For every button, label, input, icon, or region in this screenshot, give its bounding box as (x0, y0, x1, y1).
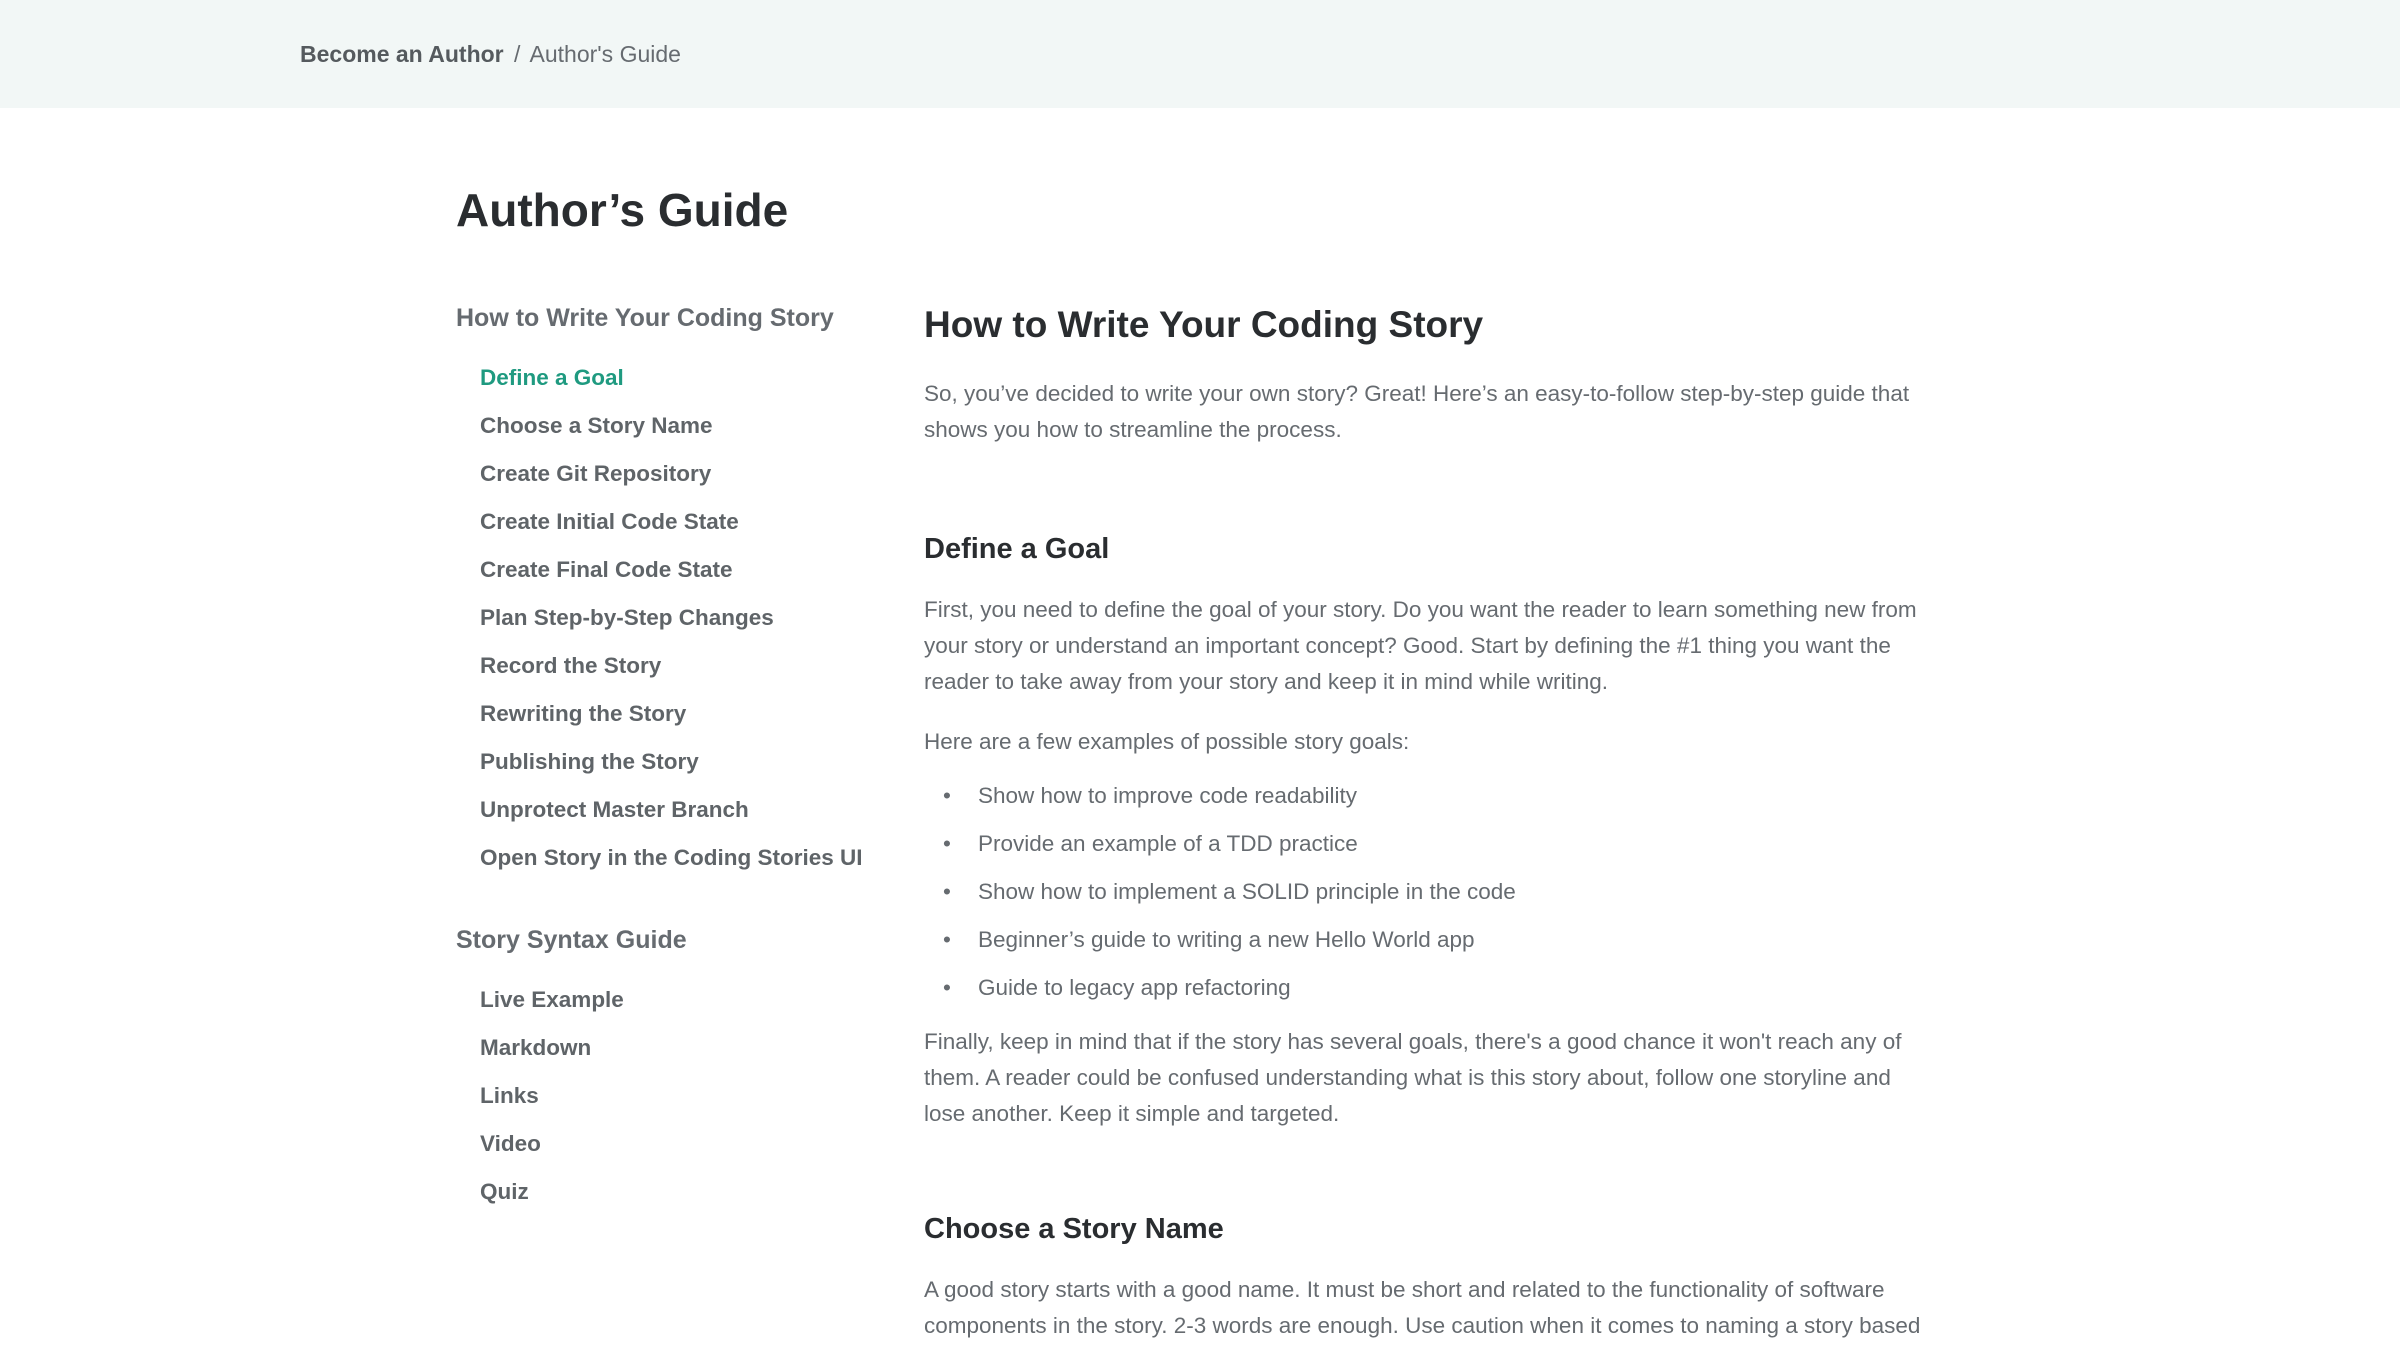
list-item-text: Show how to improve code readability (978, 783, 1357, 808)
sidebar-item-publishing-the-story[interactable]: Publishing the Story (480, 749, 699, 774)
define-goal-paragraph-3: Finally, keep in mind that if the story has several goals, there's a good chance it won't reach any of them. A reader could be confused understanding what is this story about, follow one storyline and lose another. Keep it simple and targeted. (924, 1029, 1902, 1126)
choose-name-paragraph-1: A good story starts with a good name. It must be short and related to the functionality of software components in the story. 2-3 words are enough. Use caution when it comes to naming a story based (924, 1277, 1921, 1338)
sidebar-section-title-story-syntax-guide[interactable]: Story Syntax Guide (456, 926, 687, 954)
bullet-dot: • (943, 975, 951, 1000)
breadcrumb (300, 36, 681, 72)
sidebar-section-title-how-to-write[interactable]: How to Write Your Coding Story (456, 304, 834, 332)
list-item-text: Guide to legacy app refactoring (978, 975, 1291, 1000)
section-heading-define-a-goal: Define a Goal (924, 533, 1110, 565)
page-title: Author’s Guide (456, 184, 789, 236)
breadcrumb-current: Author's Guide (529, 41, 681, 67)
sidebar-section-how-to-write (456, 296, 876, 882)
sidebar-item-quiz[interactable]: Quiz (480, 1179, 529, 1204)
breadcrumb-separator: / (514, 41, 521, 67)
define-goal-paragraph-2: Here are a few examples of possible story goals: (924, 729, 1410, 754)
bullet-dot: • (943, 831, 951, 856)
list-item-text: Show how to implement a SOLID principle in the code (978, 879, 1516, 904)
top-bar (0, 0, 2400, 108)
sidebar-item-rewriting-the-story[interactable]: Rewriting the Story (480, 701, 687, 726)
sidebar-list-how-to-write (456, 354, 876, 882)
sidebar-item-create-git-repository[interactable]: Create Git Repository (480, 461, 712, 486)
list-item (924, 964, 1924, 1012)
list-item (924, 916, 1924, 964)
define-goal-paragraph-1: First, you need to define the goal of your story. Do you want the reader to learn something new from your story or understand an important concept? Good. Start by defining the #1 thing you want the reader to take away from your story and keep it in mind while writing. (924, 597, 1917, 694)
sidebar-item-choose-a-story-name[interactable]: Choose a Story Name (480, 413, 713, 438)
sidebar-section-story-syntax-guide (456, 918, 876, 1216)
sidebar-item-links[interactable]: Links (480, 1083, 539, 1108)
main-content (924, 296, 1924, 1344)
sidebar-nav (456, 296, 876, 1216)
story-goals-list (924, 772, 1924, 1012)
sidebar-item-video[interactable]: Video (480, 1131, 541, 1156)
content-heading: How to Write Your Coding Story (924, 304, 1484, 345)
breadcrumb-become-an-author-link[interactable]: Become an Author (300, 41, 504, 67)
list-item (924, 772, 1924, 820)
sidebar-item-unprotect-master-branch[interactable]: Unprotect Master Branch (480, 797, 749, 822)
sidebar-item-create-final-code-state[interactable]: Create Final Code State (480, 557, 733, 582)
bullet-dot: • (943, 783, 951, 808)
sidebar-item-create-initial-code-state[interactable]: Create Initial Code State (480, 509, 739, 534)
sidebar-item-plan-step-by-step-changes[interactable]: Plan Step-by-Step Changes (480, 605, 774, 630)
list-item (924, 820, 1924, 868)
bullet-dot: • (943, 879, 951, 904)
bullet-dot: • (943, 927, 951, 952)
list-item (924, 868, 1924, 916)
sidebar-item-define-a-goal[interactable]: Define a Goal (480, 365, 624, 390)
list-item-text: Beginner’s guide to writing a new Hello World app (978, 927, 1475, 952)
sidebar-item-open-story-in-ui[interactable]: Open Story in the Coding Stories UI (480, 845, 863, 870)
sidebar-list-story-syntax-guide (456, 976, 876, 1216)
sidebar-item-markdown[interactable]: Markdown (480, 1035, 592, 1060)
section-heading-choose-a-story-name: Choose a Story Name (924, 1213, 1224, 1245)
intro-paragraph: So, you’ve decided to write your own story? Great! Here’s an easy-to-follow step-by-step guide that shows you how to streamline the process. (924, 381, 1910, 442)
list-item-text: Provide an example of a TDD practice (978, 831, 1358, 856)
sidebar-item-live-example[interactable]: Live Example (480, 987, 624, 1012)
sidebar-item-record-the-story[interactable]: Record the Story (480, 653, 662, 678)
